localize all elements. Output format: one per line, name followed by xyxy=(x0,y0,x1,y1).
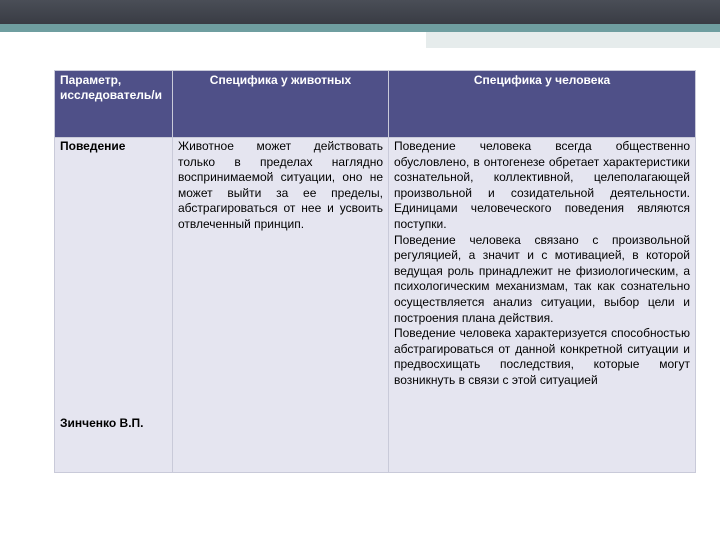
header-animals: Специфика у животных xyxy=(173,71,389,138)
human-paragraph: Поведение человека связано с произвольной регуляцией, а значит и с мотивацией, в которой ведущая роль принадлежит не физиологическим, а психологическим механизмам, так как сознательно осуществляется анализ ситуации, выбор цели и построения плана действия. xyxy=(394,232,690,325)
cell-human xyxy=(389,138,696,473)
cell-animals: Животное может действовать только в пределах наглядно воспринимаемой ситуации, оно не может выйти за ее пределы, абстрагироваться от нее и усвоить отвлеченный принцип. xyxy=(173,138,389,473)
human-paragraph: Поведение человека характеризуется способностью абстрагироваться от данной конкретной ситуации и предвосхищать последствия, которые могут возникнуть в связи с этой ситуацией xyxy=(394,326,690,387)
table-row xyxy=(55,138,696,473)
cell-parameter xyxy=(55,138,173,473)
parameter-name: Поведение xyxy=(60,139,126,153)
top-decor-bar xyxy=(0,0,720,24)
header-parameter: Параметр, исследователь/и xyxy=(55,71,173,138)
top-accent-stripe xyxy=(0,24,720,32)
human-paragraph: Поведение человека всегда общественно обусловлено, в онтогенезе обретает характеристики сознательной, коллективной, целеполагающей произвольной и созидательной деятельности. Единицами человеческого поведения являются поступки. xyxy=(394,139,690,231)
header-human: Специфика у человека xyxy=(389,71,696,138)
table-header-row xyxy=(55,71,696,138)
comparison-table xyxy=(54,70,696,473)
top-white-block xyxy=(0,32,426,48)
parameter-author: Зинченко В.П. xyxy=(60,416,144,430)
